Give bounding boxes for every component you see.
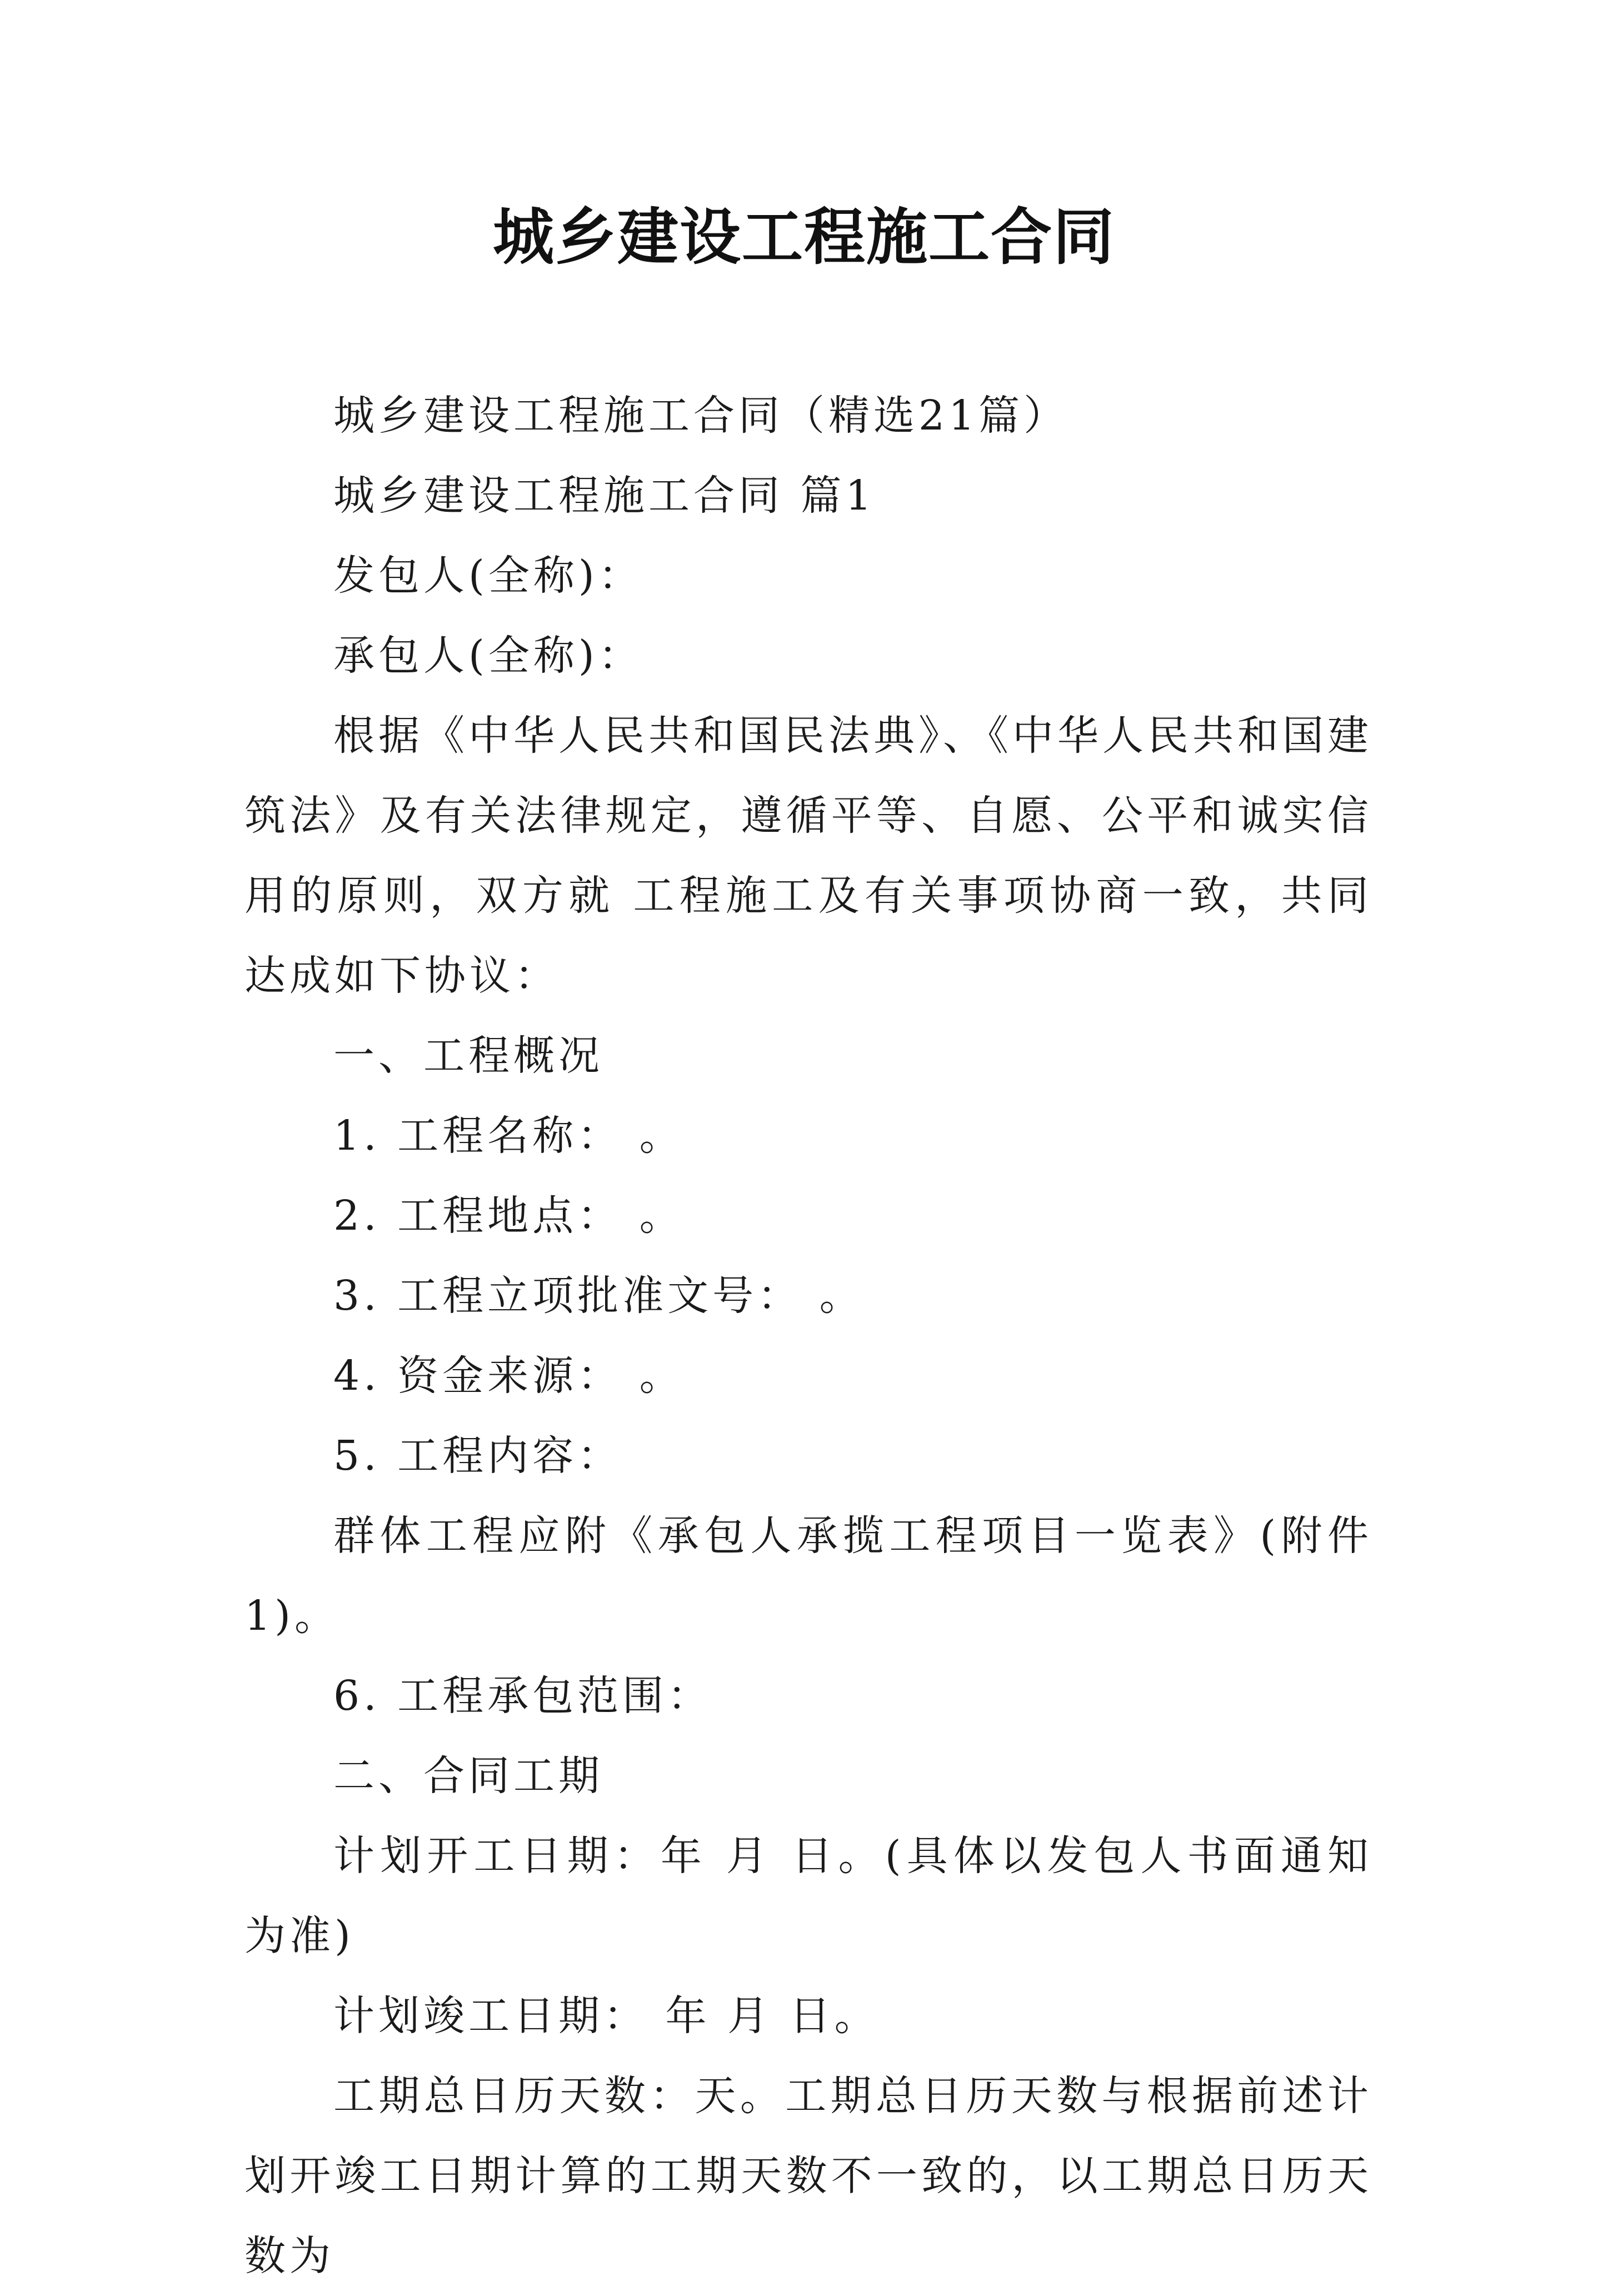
preamble-paragraph: 根据《中华人民共和国民法典》、《中华人民共和国建筑法》及有关法律规定，遵循平等、自愿、公平和诚实信用的原则，双方就 工程施工及有关事项协商一致，共同达成如下协议： [244,712,1372,1000]
clause-planned-completion: 计划竣工日期： 年 月 日。 [333,1992,880,2040]
clause-planned-start: 计划开工日期：年 月 日。(具体以发包人书面通知为准) [244,1832,1372,1960]
article-heading: 城乡建设工程施工合同 篇1 [333,472,876,520]
clause-contract-scope: 6. 工程承包范围： [333,1672,713,1720]
employer-line: 发包人(全称)： [333,552,643,600]
clause-approval-number: 3. 工程立项批准文号： 。 [333,1272,865,1320]
document-title: 城乡建设工程施工合同 [493,201,1115,273]
document-body [244,376,1372,2296]
clause-funding-source: 4. 资金来源： 。 [333,1352,685,1400]
collection-heading: 城乡建设工程施工合同（精选21篇） [333,392,1069,440]
contractor-line: 承包人(全称)： [333,632,643,680]
clause-project-content: 5. 工程内容： [333,1432,623,1480]
clause-project-name: 1. 工程名称： 。 [333,1112,685,1160]
clause-total-days: 工期总日历天数：天。工期总日历天数与根据前述计划开竣工日期计算的工期天数不一致的，以工期总日历天数为 [244,2072,1372,2280]
clause-project-location: 2. 工程地点： 。 [333,1192,685,1240]
section-heading-duration: 二、合同工期 [333,1752,603,1800]
clause-attachment-note: 群体工程应附《承包人承揽工程项目一览表》(附件1)。 [244,1512,1372,1640]
section-heading-overview: 一、工程概况 [333,1032,603,1080]
